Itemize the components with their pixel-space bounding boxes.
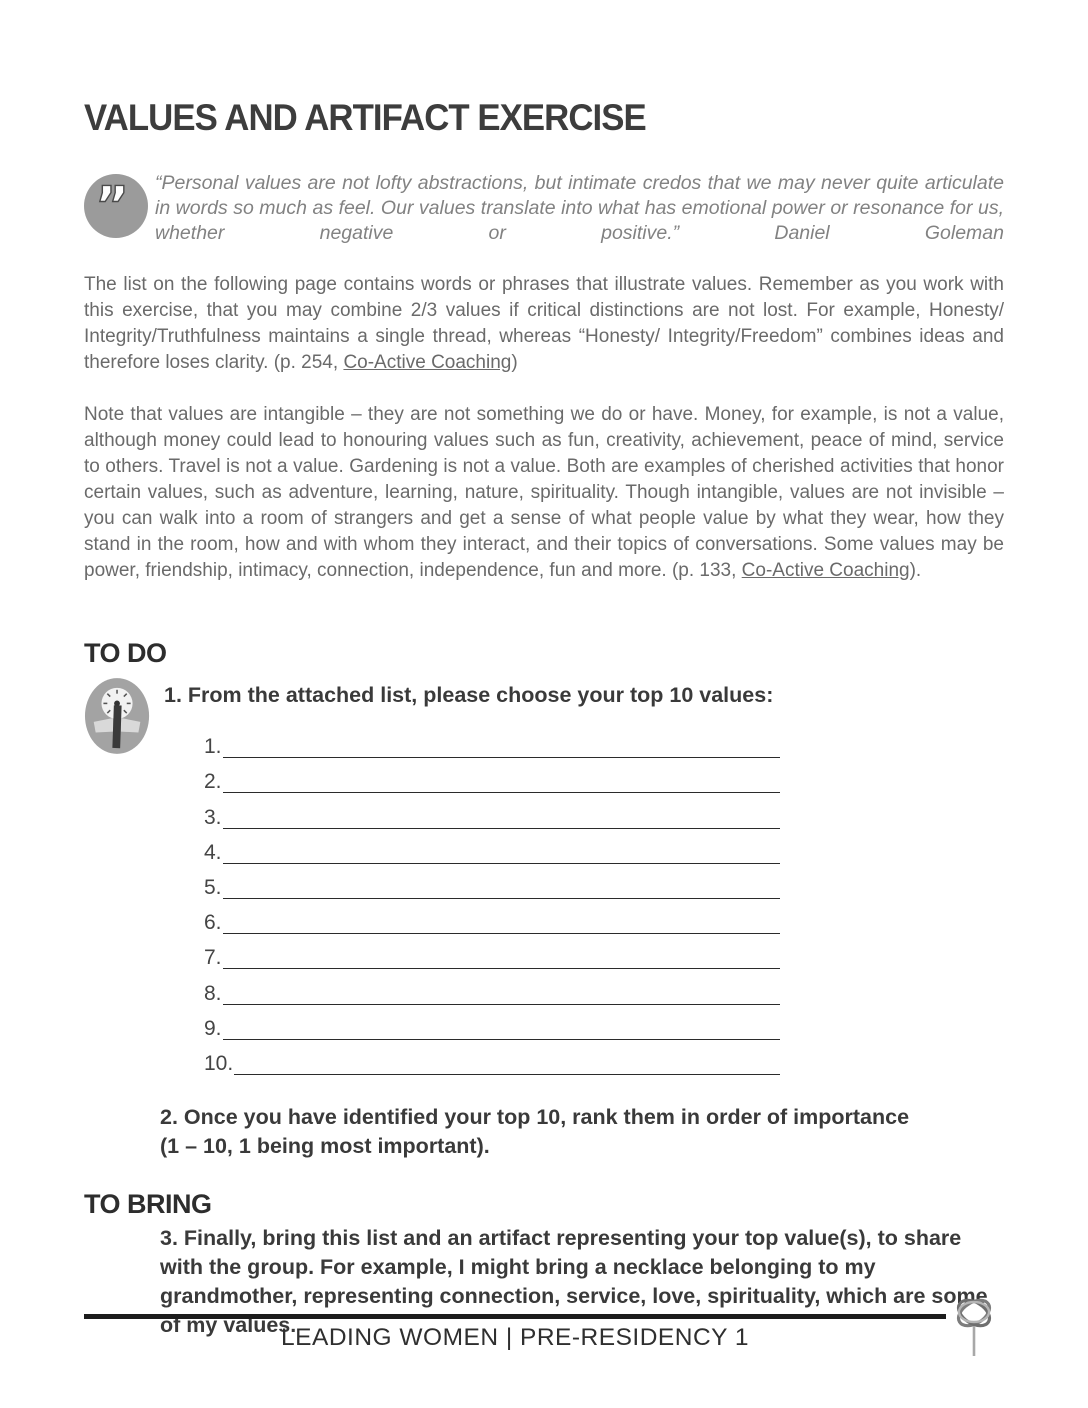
sparkler-icon bbox=[84, 677, 164, 762]
value-fill-line bbox=[223, 946, 780, 969]
intro-paragraph-2 bbox=[84, 402, 1004, 584]
blank-number: 2. bbox=[204, 770, 222, 794]
value-fill-line bbox=[223, 770, 780, 793]
paragraph-text: ) bbox=[511, 352, 518, 373]
quote-text: “Personal values are not lofty abstractions, but intimate credos that we may never quite articulate in words so much as feel. Our values translate into what has emotional power or resonance for us, whether negative or positive.” Daniel Goleman bbox=[155, 172, 1004, 244]
intro-paragraph-1 bbox=[84, 272, 1004, 376]
tulip-logo bbox=[944, 1286, 1004, 1360]
value-fill-line bbox=[223, 1017, 780, 1040]
todo-section bbox=[84, 677, 1004, 1075]
step2-line2: (1 – 10, 1 being most important). bbox=[160, 1133, 490, 1158]
value-fill-line bbox=[223, 735, 780, 758]
value-blank-row bbox=[204, 758, 780, 793]
blank-number: 6. bbox=[204, 911, 222, 935]
blank-number: 3. bbox=[204, 805, 222, 829]
footer-title: LEADING WOMEN | PRE-RESIDENCY 1 bbox=[281, 1324, 749, 1351]
value-blank-row bbox=[204, 899, 780, 934]
blank-number: 10. bbox=[204, 1051, 234, 1075]
value-fill-line bbox=[223, 876, 780, 899]
page-title: VALUES AND ARTIFACT EXERCISE bbox=[84, 97, 646, 138]
quote-block bbox=[84, 171, 1004, 246]
value-blank-row bbox=[204, 864, 780, 899]
value-blank-row bbox=[204, 723, 780, 758]
value-blank-row bbox=[204, 1040, 780, 1075]
page-footer bbox=[84, 1314, 946, 1352]
step1-instruction: 1. From the attached list, please choose your top 10 values: bbox=[164, 683, 774, 707]
quote-icon bbox=[84, 174, 148, 238]
todo-heading: TO DO bbox=[84, 638, 167, 668]
value-fill-line bbox=[223, 982, 780, 1005]
blank-number: 9. bbox=[204, 1016, 222, 1040]
paragraph-text: Note that values are intangible – they are not something we do or have. Money, for example, is not a value, although money could lead to honouring values such as fun, creativity, achievement, peace of mind, service to others. Travel is not a value. Gardening is not a value. Both are examples of cherished activities that honor certain values, such as adventure, learning, nature, spirituality. Though intangible, values are not invisible – you can walk into a room of strangers and get a sense of what people value by what they wear, how they stand in the room, how and with whom they interact, and their topics of conversations. Some values may be power, friendship, intimacy, connection, independence, fun and more. (p. 133, bbox=[84, 404, 1004, 581]
blank-number: 4. bbox=[204, 840, 222, 864]
value-fill-line bbox=[223, 841, 780, 864]
svg-text:”: ” bbox=[95, 176, 130, 236]
value-fill-line bbox=[234, 1052, 780, 1075]
co-active-coaching-link[interactable]: Co-Active Coaching bbox=[741, 560, 910, 581]
todo-content bbox=[164, 677, 1004, 1075]
blank-number: 8. bbox=[204, 981, 222, 1005]
value-blank-row bbox=[204, 829, 780, 864]
co-active-coaching-link[interactable]: Co-Active Coaching bbox=[343, 352, 512, 373]
value-blank-row bbox=[204, 793, 780, 828]
top-values-list bbox=[204, 723, 780, 1075]
step3-instruction: 3. Finally, bring this list and an artifact representing your top value(s), to share with the group. For example, I might bring a necklace belonging to my grandmother, representing connection, service, love, spirituality, which are some of my values. bbox=[160, 1225, 988, 1337]
blank-number: 1. bbox=[204, 735, 222, 759]
step2-line1: 2. Once you have identified your top 10, rank them in order of importance bbox=[160, 1104, 910, 1129]
step2-instruction bbox=[160, 1103, 960, 1161]
paragraph-text: The list on the following page contains words or phrases that illustrate values. Remember as you work with this exercise, that you may combine 2/3 values if critical distinctions are not lost. For example, Honesty/ Integrity/Truthfulness maintains a single thread, whereas “Honesty/ Integrity/Freedom” combines ideas and therefore loses clarity. (p. 254, bbox=[84, 274, 1004, 373]
paragraph-text: ). bbox=[909, 560, 922, 581]
value-fill-line bbox=[223, 911, 780, 934]
tobring-heading: TO BRING bbox=[84, 1188, 212, 1219]
blank-number: 5. bbox=[204, 875, 222, 899]
value-blank-row bbox=[204, 969, 780, 1004]
value-blank-row bbox=[204, 1005, 780, 1040]
value-blank-row bbox=[204, 934, 780, 969]
value-fill-line bbox=[223, 806, 780, 829]
blank-number: 7. bbox=[204, 946, 222, 970]
